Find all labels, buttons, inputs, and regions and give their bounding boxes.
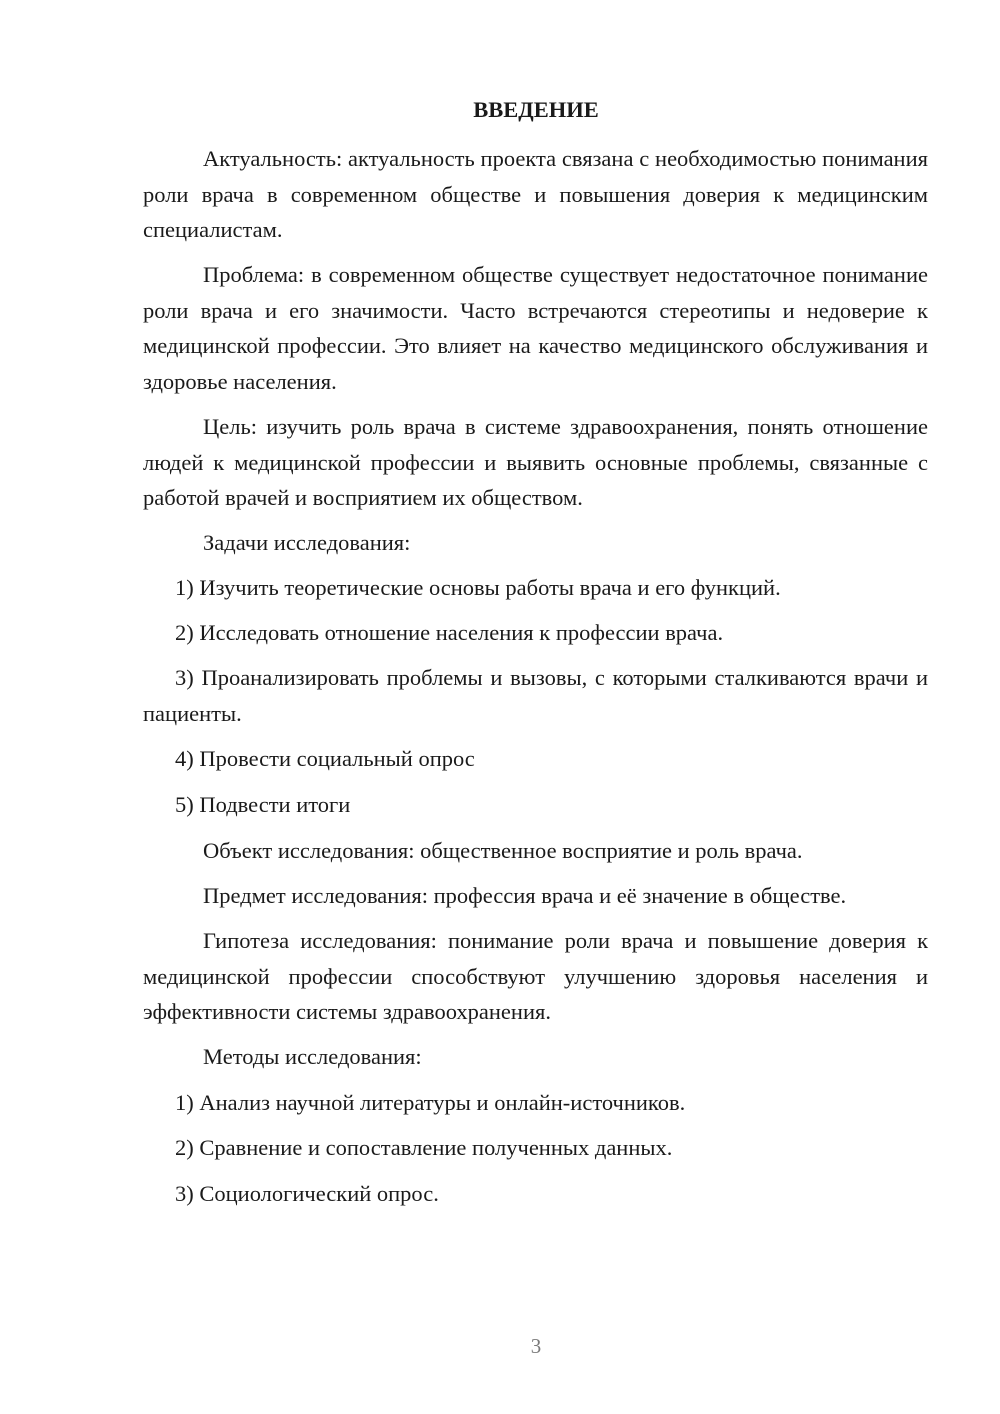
subject-paragraph: Предмет исследования: профессия врача и её значение в обществе. <box>203 883 847 908</box>
page-number: 3 <box>530 1334 542 1358</box>
goal-paragraph: Цель: изучить роль врача в системе здравоохранения, понять отношение людей к медицинской профессии и выявить основные проблемы, связанные с работой врачей и восприятием их обществом. <box>143 414 928 510</box>
method-item: 3) Социологический опрос. <box>175 1181 439 1206</box>
method-item: 2) Сравнение и сопоставление полученных данных. <box>175 1135 673 1160</box>
relevance-paragraph: Актуальность: актуальность проекта связана с необходимостью понимания роли врача в современном обществе и повышения доверия к медицинским специалистам. <box>143 146 928 242</box>
method-item: 1) Анализ научной литературы и онлайн-источников. <box>175 1090 686 1115</box>
section-heading: ВВЕДЕНИЕ <box>473 97 599 122</box>
task-item: 5) Подвести итоги <box>175 792 351 817</box>
task-item: 2) Исследовать отношение населения к профессии врача. <box>175 620 724 645</box>
task-item: 3) Проанализировать проблемы и вызовы, с которыми сталкиваются врачи и пациенты. <box>143 665 928 726</box>
task-item: 1) Изучить теоретические основы работы врача и его функций. <box>175 575 781 600</box>
problem-paragraph: Проблема: в современном обществе существует недостаточное понимание роли врача и его значимости. Часто встречаются стереотипы и недоверие к медицинской профессии. Это влияет на качество медицинского обслуживания и здоровье населения. <box>143 262 928 394</box>
hypothesis-paragraph: Гипотеза исследования: понимание роли врача и повышение доверия к медицинской профессии способствуют улучшению здоровья населения и эффективности системы здравоохранения. <box>143 928 928 1024</box>
object-paragraph: Объект исследования: общественное восприятие и роль врача. <box>203 838 803 863</box>
methods-title: Методы исследования: <box>203 1044 422 1069</box>
tasks-title: Задачи исследования: <box>203 530 411 555</box>
task-item: 4) Провести социальный опрос <box>175 746 475 771</box>
